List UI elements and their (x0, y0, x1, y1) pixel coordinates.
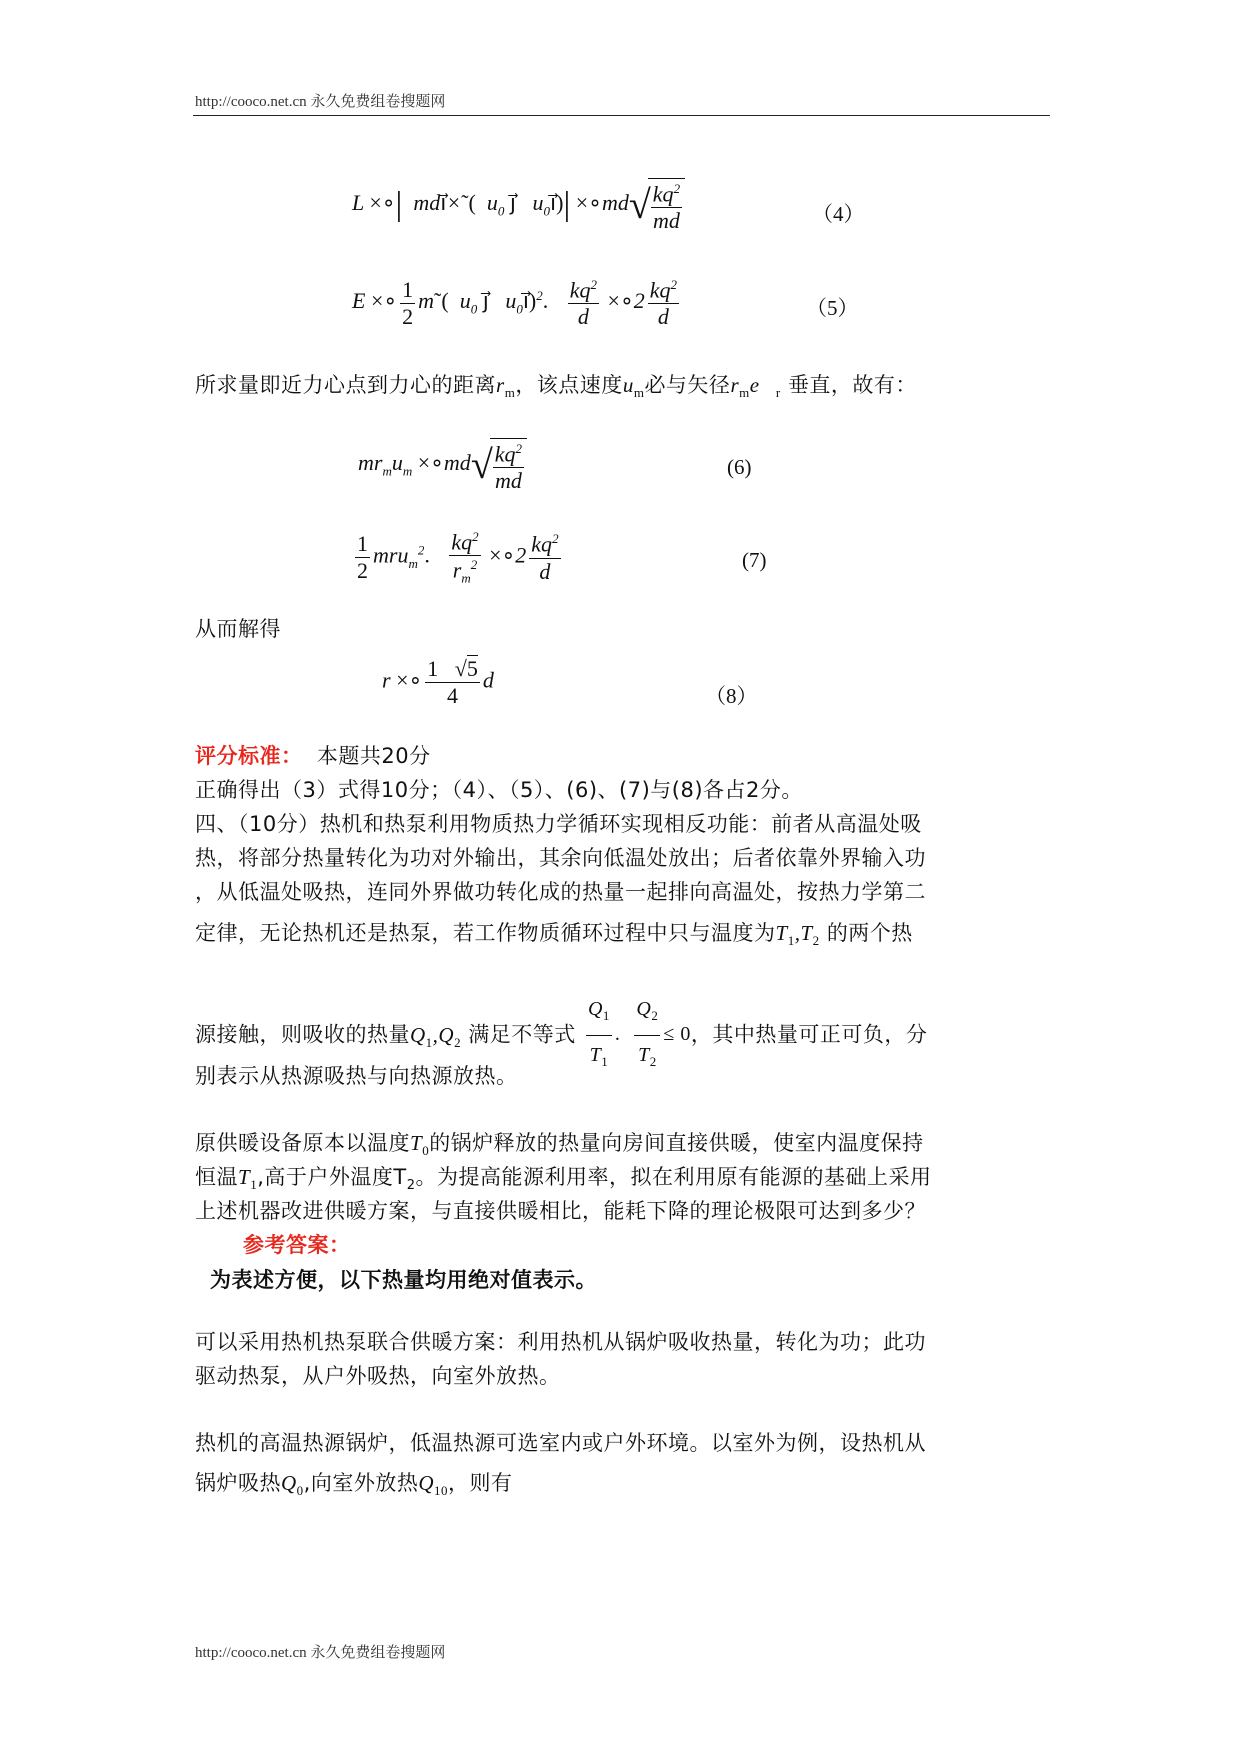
question-4-line-1: 四、（10分）热机和热泵利用物质热力学循环实现相反功能：前者从高温处吸 (195, 812, 922, 836)
question-4-line-4: 定律，无论热机还是热泵，若工作物质循环过程中只与温度为$T_1,T_2$ 的两个热 (195, 921, 913, 949)
question-4-p2-line-2: 恒温$T_1$,高于户外温度$T_2$。为提高能源利用率，拟在利用原有能源的基础上采用 (195, 1165, 932, 1194)
question-4-p2-line-3: 上述机器改进供暖方案，与直接供暖相比，能耗下降的理论极限可达到多少？ (195, 1199, 926, 1223)
header-rule (193, 115, 1050, 116)
question-4-line-3: ，从低温处吸热，连同外界做功转化成的热量一起排向高温处，按热力学第二 (195, 880, 926, 904)
answer-paragraph-1-line-1: 可以采用热机热泵联合供暖方案：利用热机从锅炉吸收热量，转化为功；此功 (195, 1330, 926, 1354)
question-4-line-6: 别表示从热源吸热与向热源放热。 (195, 1064, 518, 1088)
question-4-line-2: 热，将部分热量转化为功对外输出，其余向低温处放出；后者依靠外界输入功 (195, 846, 926, 870)
question-4-line-5: 源接触，则吸收的热量$Q_1,Q_2$ 满足不等式 $\frac{Q_1}{T_1}$ . $\frac{Q_2}{T_2}$ ≤ 0，其中热量可正可负，分 (195, 992, 927, 1079)
grading-standard: 评分标准： 本题共20分 (195, 744, 431, 768)
answer-paragraph-1-line-2: 驱动热泵，从户外吸热，向室外放热。 (195, 1364, 561, 1388)
paragraph-nearest-point: 所求量即近力心点到力心的距离$r_m$，该点速度$u_m$必与矢径$r_me⃗_r$ 垂直，故有： (195, 373, 917, 401)
equation-4-number: （4） (812, 202, 865, 226)
equation-5-number: （5） (806, 296, 859, 320)
equation-7-number: (7) (742, 548, 767, 572)
equation-7: $\frac{1}{2}$ mru$_m^2$. $\frac{kq^2}{r_m^2}$ ×∘2 $\frac{kq^2}{d}$ (357, 529, 559, 587)
answer-note: 为表述方便，以下热量均用绝对值表示。 (210, 1268, 597, 1292)
equation-8-number: （8） (705, 684, 758, 708)
equation-8: r ×∘ $\frac{1 √5}{4}$ d (382, 656, 494, 708)
grading-detail: 正确得出（3）式得10分；（4）、（5）、(6)、(7)与(8)各占2分。 (195, 778, 803, 802)
answer-label: 参考答案： (243, 1233, 351, 1257)
equation-6-number: (6) (727, 455, 752, 479)
page-footer: http://cooco.net.cn 永久免费组卷搜题网 (195, 1645, 446, 1661)
grading-label: 评分标准： (195, 744, 303, 768)
question-4-p2-line-1: 原供暖设备原本以温度$T_0$的锅炉释放的热量向房间直接供暖，使室内温度保持 (195, 1131, 924, 1159)
page-header: http://cooco.net.cn 永久免费组卷搜题网 (195, 94, 446, 110)
paragraph-solve: 从而解得 (195, 617, 281, 641)
answer-paragraph-2-line-1: 热机的高温热源锅炉，低温热源可选室内或户外环境。以室外为例，设热机从 (195, 1431, 926, 1455)
answer-paragraph-2-line-2: 锅炉吸热$Q_0$,向室外放热$Q_{10}$，则有 (195, 1471, 513, 1499)
equation-5: E ×∘ $\frac{1}{2}$ m˜( $u_0$ j⃗ $u_0i⃗)^2$. $\frac{kq^2}{d}$ ×∘2 $\frac{kq^2}{d}$ (352, 276, 677, 330)
equation-6: $mr_mu_m$ ×∘md√ $\frac{kq^2}{md}$ (358, 438, 527, 492)
equation-4: L ×∘| mdi⃗×˜( $u_0$ j⃗ $u_0i⃗)|$ ×∘md√ $\frac{kq^2}{md}$ (352, 178, 685, 232)
